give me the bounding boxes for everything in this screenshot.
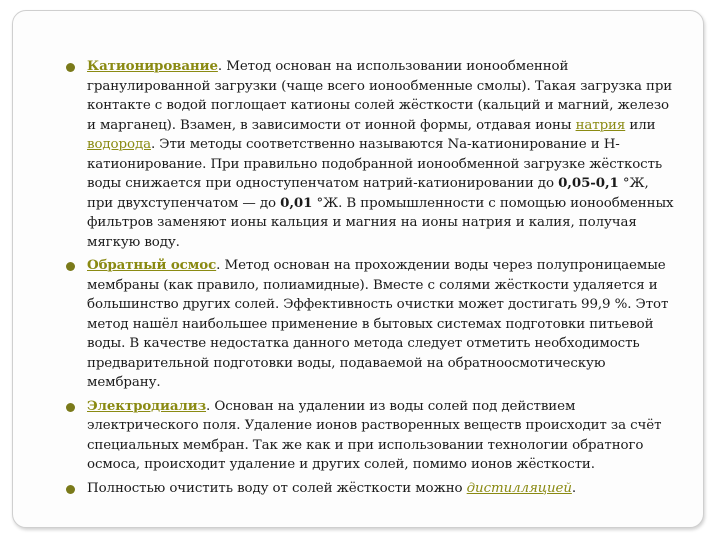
item-text: или <box>625 117 656 133</box>
link-sodium[interactable]: натрия <box>575 117 626 133</box>
item-text: °Ж, при двухступенчатом — до <box>87 176 649 211</box>
bullet-icon <box>66 485 75 494</box>
link-distillation[interactable]: дистилляцией <box>466 480 572 496</box>
list-item-electrodialysis <box>63 397 675 475</box>
item-text: . <box>571 480 577 496</box>
list-item-reverse-osmosis <box>63 256 675 393</box>
item-text: Полностью очистить воду от солей жёсткости можно <box>87 480 467 496</box>
list-item-distillation <box>63 479 675 499</box>
bullet-icon <box>66 262 75 271</box>
bullet-icon <box>66 403 75 412</box>
item-text: °Ж. В промышленности с помощью ионообменных фильтров заменяют ионы кальция и магния на ионы натрия и калия, получая мягкую воду. <box>87 195 674 250</box>
slide <box>12 10 704 528</box>
item-text: . Эти методы соответственно называются Na-катионирование и H-катионирование. При правильно подобранной ионообменной загрузке жёсткость воды снижается при одноступенчатом натрий-катионировании до <box>87 137 663 191</box>
bullet-list <box>63 57 675 502</box>
item-text: . Метод основан на прохождении воды через полупроницаемые мембраны (как правило, полиамидные). Вместе с солями жёсткости удаляется и большинство других солей. Эффективность очистки может достигать 99,9 %. Этот метод нашёл наибольшее применение в бытовых системах подготовки питьевой воды. В качестве недостатка данного метода следует отметить необходимость предварительной подготовки воды, подаваемой на обратноосмотическую мембрану. <box>87 258 669 390</box>
item-text: . Метод основан на использовании ионообменной гранулированной загрузки (чаще всего ионообменные смолы). Такая загрузка при контакте с водой поглощает катионы солей жёсткости (кальций и магний, железо и марганец). Взамен, в зависимости от ионной формы, отдавая ионы <box>87 59 673 133</box>
link-cation-exchange[interactable]: Катионирование <box>87 58 218 74</box>
link-hydrogen[interactable]: водорода <box>87 137 151 152</box>
bullet-icon <box>66 63 75 72</box>
item-text: . Основан на удалении из воды солей под действием электрического поля. Удаление ионов растворенных веществ происходит за счёт специальных мембран. Так же как и при использовании технологии обратного осмоса, происходит удаление и других солей, помимо ионов жёсткости. <box>87 398 662 472</box>
value-single-stage: 0,05-0,1 <box>558 175 619 191</box>
list-item-cation-exchange <box>63 57 675 252</box>
link-reverse-osmosis[interactable]: Обратный осмос <box>87 257 217 273</box>
link-electrodialysis[interactable]: Электродиализ <box>87 397 207 414</box>
value-two-stage: 0,01 <box>280 194 313 211</box>
